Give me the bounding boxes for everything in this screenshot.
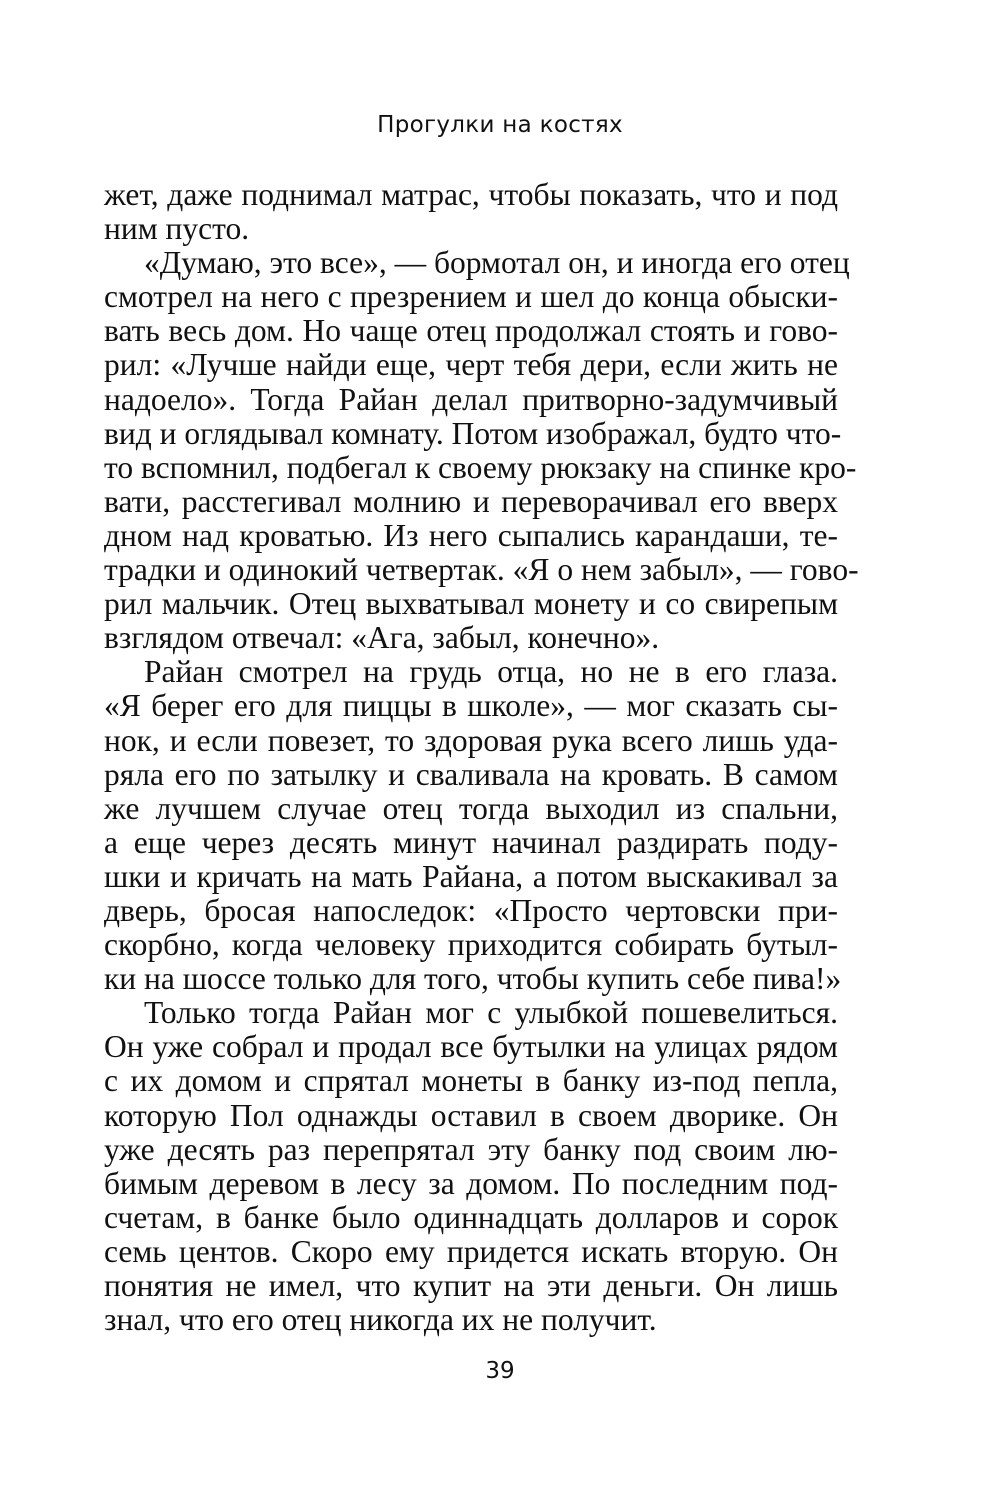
text-line: бимым деревом в лесу за домом. По последним под- (104, 1165, 838, 1201)
text-line: ряла его по затылку и сваливала на кровать. В самом (104, 756, 838, 792)
text-line: рил мальчик. Отец выхватывал монету и со свирепым (104, 586, 838, 622)
text-line: вати, расстегивал молнию и переворачивал его вверх (104, 483, 838, 519)
text-line: Он уже собрал и продал все бутылки на улицах рядом (104, 1029, 838, 1065)
text-line: шки и кричать на мать Райана, а потом выскакивал за (104, 858, 838, 894)
text-line: Райан смотрел на грудь отца, но не в его глаза. (144, 654, 838, 690)
text-line: нок, и если повезет, то здоровая рука всего лишь уда- (104, 722, 838, 758)
text-line: с их домом и спрятал монеты в банку из-под пепла, (104, 1063, 838, 1099)
body-text (104, 177, 859, 1338)
text-line: рил: «Лучше найди еще, черт тебя дери, если жить не (104, 347, 838, 383)
text-line: вать весь дом. Но чаще отец продолжал стоять и гово- (104, 313, 838, 349)
text-line: а еще через десять минут начинал раздирать поду- (104, 824, 838, 860)
text-line: скорбно, когда человеку приходится собирать бутыл- (104, 927, 838, 963)
running-head-title: Прогулки на костях (377, 112, 623, 138)
text-line: дном над кроватью. Из него сыпались карандаши, те- (104, 517, 838, 553)
text-line: надоело». Тогда Райан делал притворно-задумчивый (104, 381, 838, 417)
text-line: же лучшем случае отец тогда выходил из спальни, (104, 790, 838, 826)
text-line: вид и оглядывал комнату. Потом изображал, будто что- (104, 415, 842, 451)
text-line: ки на шоссе только для того, чтобы купить себе пива!» (104, 961, 842, 997)
text-line: традки и одинокий четвертак. «Я о нем забыл», — гово- (104, 552, 859, 588)
text-line: «Думаю, это все», — бормотал он, и иногда его отец (144, 245, 850, 281)
text-line: счетам, в банке было одиннадцать долларов и сорок (104, 1199, 838, 1235)
text-line: «Я берег его для пиццы в школе», — мог сказать сы- (104, 688, 838, 724)
text-line: понятия не имел, что купит на эти деньги. Он лишь (104, 1268, 838, 1303)
text-line: Только тогда Райан мог с улыбкой пошевелиться. (144, 995, 838, 1031)
text-line: уже десять раз перепрятал эту банку под своим лю- (104, 1131, 838, 1167)
text-line: дверь, бросая напоследок: «Просто чертовски при- (104, 892, 838, 928)
text-line: которую Пол однажды оставил в своем дворике. Он (104, 1097, 838, 1133)
text-line: смотрел на него с презрением и шел до конца обыски- (104, 279, 838, 315)
page-number: 39 (485, 1358, 515, 1384)
text-line: семь центов. Скоро ему придется искать вторую. Он (104, 1233, 838, 1269)
text-line: взглядом отвечал: «Ага, забыл, конечно». (104, 620, 660, 656)
text-line: жет, даже поднимал матрас, чтобы показать, что и под (104, 177, 838, 212)
text-line: то вспомнил, подбегал к своему рюкзаку на спинке кро- (104, 449, 857, 485)
text-line: знал, что его отец никогда их не получит. (104, 1302, 657, 1338)
text-line: ним пусто. (104, 211, 250, 247)
